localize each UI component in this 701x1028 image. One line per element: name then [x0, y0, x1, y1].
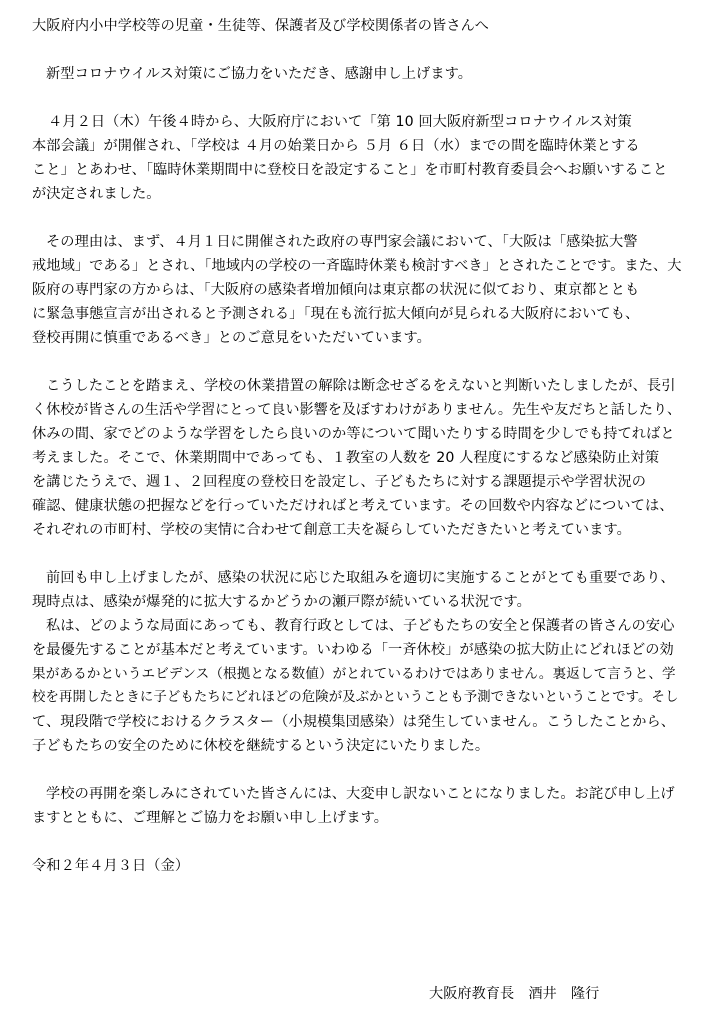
paragraph-line: こと」とあわせ、「臨時休業期間中に登校日を設定すること」を市町村教育委員会へお願いすること	[32, 162, 668, 178]
paragraph-line: を最優先することが基本だと考えています。いわゆる「一斉休校」が感染の拡大防止にどれほどの効	[32, 642, 674, 658]
spacer	[32, 86, 682, 110]
paragraph-line: その理由は、まず、４月１日に開催された政府の専門家会議において、「大阪は「感染拡大警	[46, 234, 638, 250]
paragraph-line: 私は、どのような局面にあっても、教育行政としては、子どもたちの安全と保護者の皆さんの安心	[46, 618, 675, 634]
paragraph-line: 新型コロナウイルス対策にご協力をいただき、感謝申し上げます。	[46, 66, 473, 82]
letter-body	[32, 14, 682, 878]
paragraph-policy	[32, 614, 682, 758]
paragraph-line: ４月２日（木）午後４時から、大阪府庁において「第 10 回大阪府新型コロナウイルス対策	[48, 114, 632, 130]
paragraph-line: 果があるかというエビデンス（根拠となる数値）がとれているわけではありません。裏返して言うと、学	[32, 666, 676, 682]
paragraph-line: 考えました。そこで、休業期間中であっても、１教室の人数を 20 人程度にするなど感染防止対策	[32, 450, 660, 466]
paragraph-line: 本部会議」が開催され、「学校は ４月の始業日から ５月 ６日（水）までの間を臨時休業とする	[32, 138, 640, 154]
paragraph-line: が決定されました。	[32, 186, 161, 202]
paragraph-line: 休みの間、家でどのような学習をしたら良いのか等について聞いたりする時間を少しでも持てればと	[32, 426, 675, 442]
paragraph-line: 子どもたちの安全のために休校を継続するという決定にいたりました。	[32, 738, 490, 754]
paragraph-line: 校を再開したときに子どもたちにどれほどの危険が及ぶかということも予測できないということです。そし	[32, 690, 679, 705]
spacer	[32, 206, 682, 230]
paragraph-line: 戒地域」である」とされ、「地域内の学校の一斉臨時休業も検討すべき」とされたことです。また、大	[32, 258, 682, 274]
paragraph-line: それぞれの市町村、学校の実情に合わせて創意工夫を凝らしていただきたいと考えています。	[32, 522, 631, 538]
paragraph-line: を講じたうえで、週１、２回程度の登校日を設定し、子どもたちに対する課題提示や学習状況の	[32, 474, 647, 490]
paragraph-line: 阪府の専門家の方からは、「大阪府の感染者増加傾向は東京都の状況に似ており、東京都ととも	[32, 282, 640, 298]
letter-date: 令和２年４月３日（金）	[32, 858, 190, 874]
paragraph-line: 登校再開に慎重であるべき」とのご意見をいただいています。	[32, 330, 431, 346]
paragraph-line: こうしたことを踏まえ、学校の休業措置の解除は断念せざるをえないと判断いたしましたが、長引	[46, 378, 676, 394]
signature: 大阪府教育長 酒井 隆行	[429, 986, 600, 1002]
spacer	[32, 38, 682, 62]
spacer	[32, 830, 682, 854]
spacer	[32, 758, 682, 782]
paragraph-line: 現時点は、感染が爆発的に拡大するかどうかの瀬戸際が続いている状況です。	[32, 594, 531, 610]
paragraph-line: て、現段階で学校におけるクラスター（小規模集団感染）は発生していません。こうしたことから、	[32, 714, 676, 730]
paragraph-line: 前回も申し上げましたが、感染の状況に応じた取組みを適切に実施することがとても重要であり、	[46, 570, 675, 586]
paragraph-decision	[32, 110, 682, 206]
paragraph-line: ますとともに、ご理解とご協力をお願い申し上げます。	[32, 810, 389, 826]
paragraph-line: 確認、健康状態の把握などを行っていただければと考えています。その回数や内容などについては、	[32, 498, 674, 514]
paragraph-measures	[32, 374, 682, 542]
paragraph-apology	[32, 782, 682, 830]
spacer	[32, 350, 682, 374]
paragraph-line: 学校の再開を楽しみにされていた皆さんには、大変申し訳ないことになりました。お詫び申し上げ	[46, 786, 675, 802]
paragraph-thanks	[32, 62, 682, 86]
paragraph-situation	[32, 566, 682, 614]
paragraph-line: に緊急事態宣言が出されると予測される」「現在も流行拡大傾向が見られる大阪府においても、	[32, 306, 640, 322]
spacer	[32, 542, 682, 566]
paragraph-reason	[32, 230, 682, 350]
paragraph-line: く休校が皆さんの生活や学習にとって良い影響を及ぼすわけがありません。先生や友だちと話したり、	[32, 402, 682, 418]
salutation: 大阪府内小中学校等の児童・生徒等、保護者及び学校関係者の皆さんへ	[32, 18, 489, 34]
